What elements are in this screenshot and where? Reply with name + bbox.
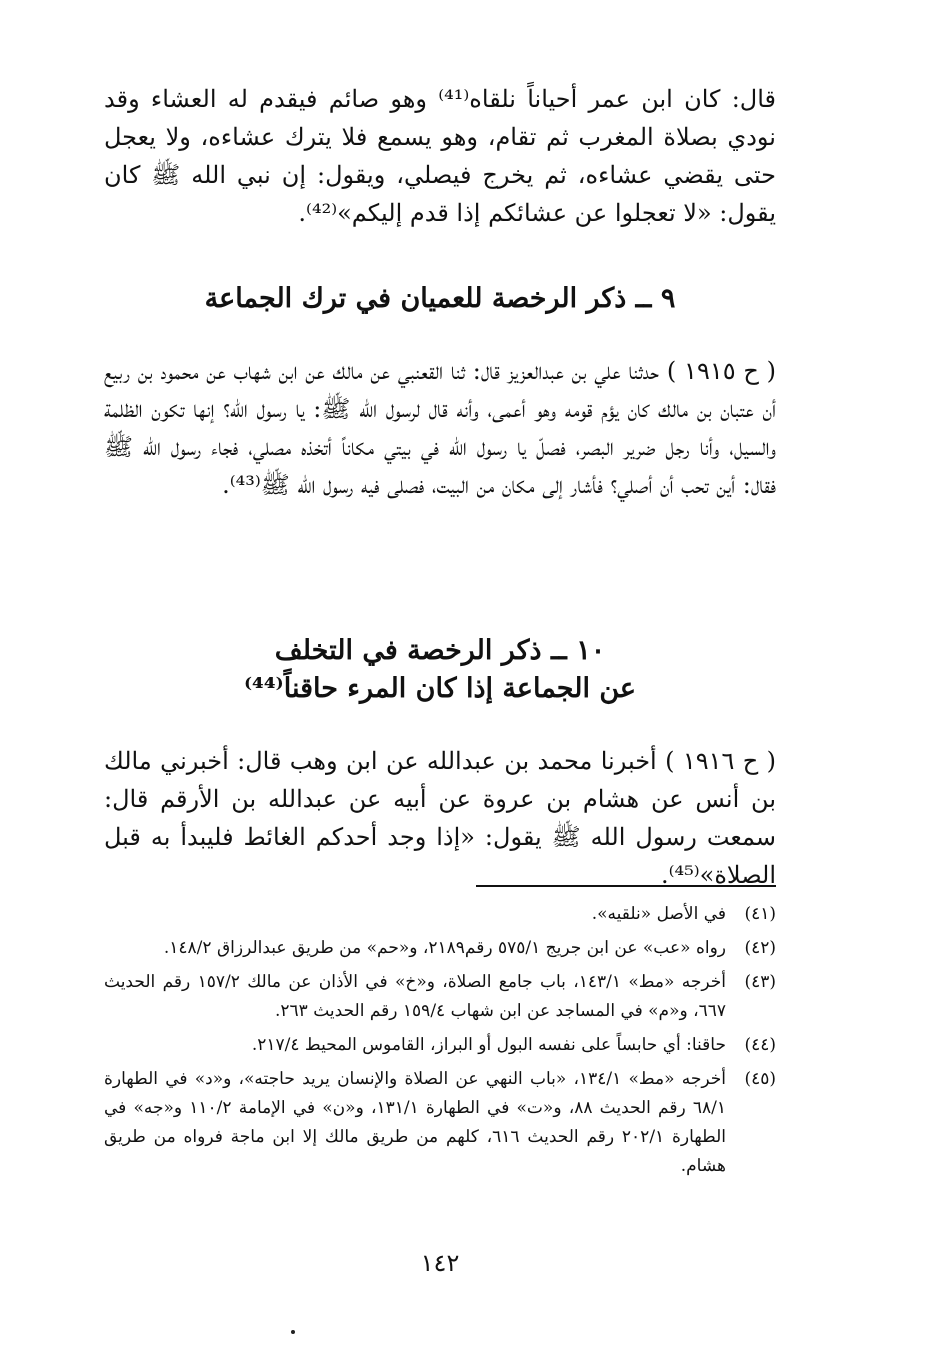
hadith-1915-paragraph: ( ح ١٩١٥ ) حدثنا علي بن عبدالعزيز قال: ثنا القعنبي عن مالك عن ابن شهاب عن محمود بن ربيع أن عتبان بن مالك كان يؤم قومه وهو أعمى، وأنه قال لرسول الله ﷺ: يا رسول الله؟ إنها تكون الظلمة والسيل، وأنا رجل ضرير البصر، فصلّ يا رسول الله في بيتي مكاناً أتخذه مصلي، فجاء رسول الله ﷺ فقال: أين تحب أن أصلي؟ فأشار إلى مكان من البيت، فصلى فيه رسول الله ﷺ⁽⁴³⁾. xyxy=(104,357,777,499)
footnote-number: (٤١) xyxy=(744,904,776,924)
section-10-heading xyxy=(104,632,776,708)
footnote-42 xyxy=(104,934,776,963)
footnotes-list xyxy=(104,900,776,1186)
hadith-1916-paragraph: ( ح ١٩١٦ ) أخبرنا محمد بن عبدالله عن ابن وهب قال: أخبرني مالك بن أنس عن هشام بن عروة عن أبيه عن عبدالله بن الأرقم قال: سمعت رسول الله ﷺ يقول: «إذا وجد أحدكم الغائط فليبدأ به قبل الصلاة»⁽⁴⁵⁾. xyxy=(104,747,776,889)
footnote-43 xyxy=(104,968,776,1026)
footnote-text: حاقنا: أي حابساً على نفسه البول أو البراز، القاموس المحيط ٢١٧/٤. xyxy=(251,1035,726,1055)
footnote-number: (٤٤) xyxy=(744,1035,776,1055)
scan-speck xyxy=(291,1330,295,1334)
section-10-heading-line-2: عن الجماعة إذا كان المرء حاقناً⁽⁴⁴⁾ xyxy=(243,673,637,704)
footnote-number: (٤٣) xyxy=(744,972,776,992)
page-number: ١٤٢ xyxy=(420,1249,460,1277)
footnote-text: في الأصل «نلقيه». xyxy=(591,904,726,924)
intro-paragraph: قال: كان ابن عمر أحياناً نلقاه⁽⁴¹⁾ وهو صائم فيقدم له العشاء وقد نودي بصلاة المغرب ثم تقام، وهو يسمع فلا يترك عشاءه، ولا يعجل حتى يقضي عشاءه، ثم يخرج فيصلي، ويقول: إن نبي الله ﷺ كان يقول: «لا تعجلوا عن عشائكم إذا قدم إليكم»⁽⁴²⁾. xyxy=(104,85,777,227)
footnote-41 xyxy=(104,900,776,929)
footnote-text: أخرجه «مط» ١٤٣/١، باب جامع الصلاة، و«خ» في الأذان عن مالك ١٥٧/٢ رقم الحديث ٦٦٧، و«م» في المساجد عن ابن شهاب ١٥٩/٤ رقم الحديث ٢٦٣. xyxy=(104,972,726,1021)
footnote-45 xyxy=(104,1065,776,1181)
footnote-divider xyxy=(476,885,776,887)
footnote-number: (٤٥) xyxy=(744,1069,776,1089)
section-10-heading-line-1: ١٠ ــ ذكر الرخصة في التخلف xyxy=(274,635,606,666)
footnote-44 xyxy=(104,1031,776,1060)
footnote-number: (٤٢) xyxy=(744,938,776,958)
footnote-text: أخرجه «مط» ١٣٤/١، «باب النهي عن الصلاة والإنسان يريد حاجته»، و«د» في الطهارة ٦٨/١ رقم الحديث ٨٨، و«ت» في الطهارة ١٣١/١، و«ن» في الإمامة ١١٠/٢ و«جه» في الطهارة ٢٠٢/١ رقم الحديث ٦١٦، كلهم من طريق مالك إلا ابن ماجة فرواه من طريق هشام. xyxy=(104,1069,726,1176)
footnote-text: رواه «عب» عن ابن جريج ٥٧٥/١ رقم٢١٨٩، و«حم» من طريق عبدالرزاق ١٤٨/٢. xyxy=(163,938,726,958)
section-9-heading: ٩ ــ ذكر الرخصة للعميان في ترك الجماعة xyxy=(204,283,676,314)
